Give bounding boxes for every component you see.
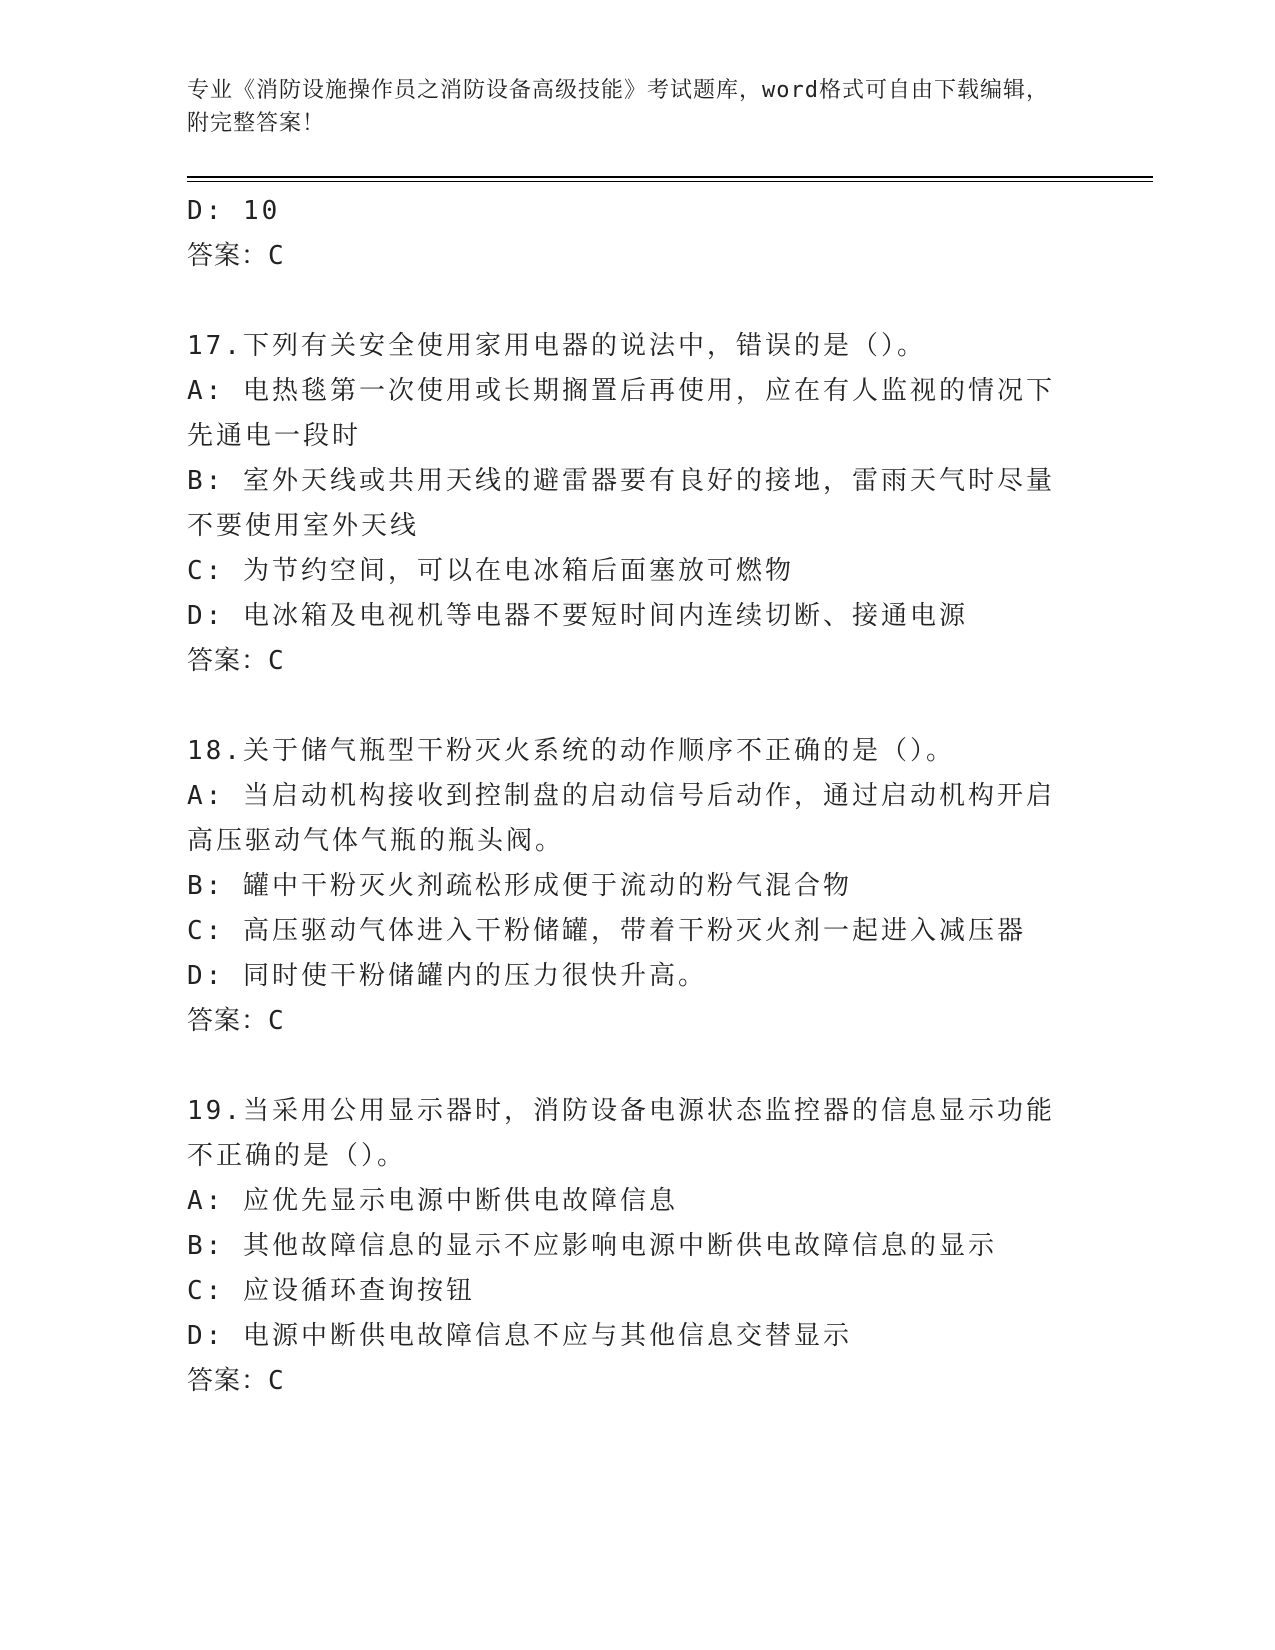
option-c: C: 应设循环查询按钮: [187, 1276, 475, 1306]
prev-option-d: D: 10: [187, 196, 281, 226]
question-17: [187, 324, 1067, 684]
option-b: B: 室外天线或共用天线的避雷器要有良好的接地，雷雨天气时尽量不要使用室外天线: [187, 466, 1055, 541]
option-a: A: 应优先显示电源中断供电故障信息: [187, 1186, 678, 1216]
question-18: [187, 729, 1067, 1044]
option-a: A: 当启动机构接收到控制盘的启动信号后动作，通过启动机构开启高压驱动气体气瓶的瓶头阀。: [187, 781, 1055, 856]
header-rule-thick: [187, 176, 1153, 178]
option-d: D: 电冰箱及电视机等电器不要短时间内连续切断、接通电源: [187, 601, 968, 631]
option-c: C: 高压驱动气体进入干粉储罐，带着干粉灭火剂一起进入减压器: [187, 916, 1026, 946]
option-a: A: 电热毯第一次使用或长期搁置后再使用，应在有人监视的情况下先通电一段时: [187, 376, 1055, 451]
question-19: [187, 1089, 1067, 1404]
option-b: B: 其他故障信息的显示不应影响电源中断供电故障信息的显示: [187, 1231, 997, 1261]
option-b: B: 罐中干粉灭火剂疏松形成便于流动的粉气混合物: [187, 871, 852, 901]
spacer: [187, 1044, 1067, 1089]
prev-answer: 答案：C: [187, 241, 285, 271]
question-stem: 18.关于储气瓶型干粉灭火系统的动作顺序不正确的是（）。: [187, 736, 955, 766]
answer: 答案：C: [187, 1006, 285, 1036]
header-rule-thin: [187, 181, 1153, 182]
page-header: 专业《消防设施操作员之消防设备高级技能》考试题库，word格式可自由下载编辑，附完整答案！: [187, 78, 1049, 136]
answer: 答案：C: [187, 646, 285, 676]
option-c: C: 为节约空间，可以在电冰箱后面塞放可燃物: [187, 556, 794, 586]
answer: 答案：C: [187, 1366, 285, 1396]
question-content: [187, 189, 1067, 1404]
question-stem: 17.下列有关安全使用家用电器的说法中，错误的是（）。: [187, 331, 926, 361]
spacer: [187, 279, 1067, 324]
question-stem: 19.当采用公用显示器时，消防设备电源状态监控器的信息显示功能不正确的是（）。: [187, 1096, 1055, 1171]
option-d: D: 同时使干粉储罐内的压力很快升高。: [187, 961, 707, 991]
spacer: [187, 684, 1067, 729]
option-d: D: 电源中断供电故障信息不应与其他信息交替显示: [187, 1321, 852, 1351]
